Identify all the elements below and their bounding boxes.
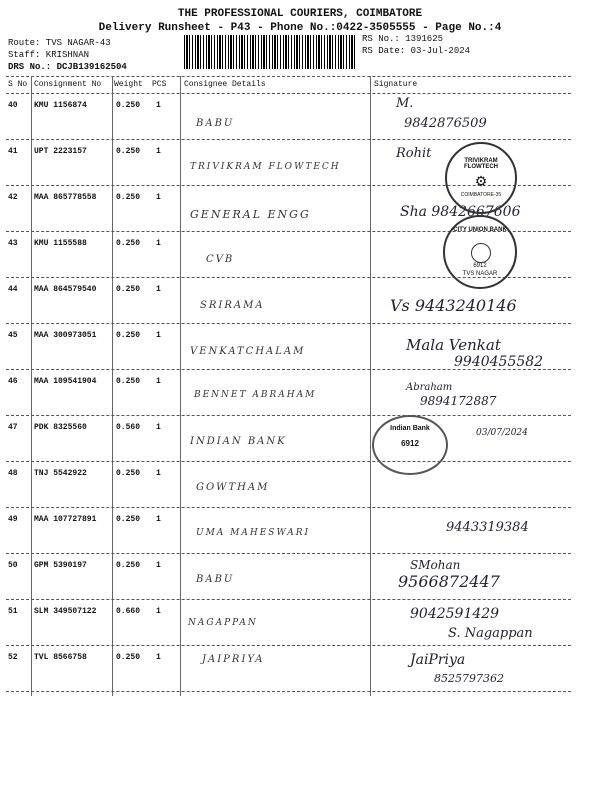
row-consignee: SRIRAMA — [200, 300, 265, 311]
row-consignment: MAA 107727891 — [34, 515, 97, 524]
page-title: THE PROFESSIONAL COURIERS, COIMBATORE — [177, 8, 423, 20]
runsheet-subtitle: Delivery Runsheet - P43 - Phone No.:0422-3505555 - Page No.:4 — [98, 22, 502, 34]
row-consignment: MAA 109541904 — [34, 377, 97, 386]
row-signature: Rohit — [396, 146, 432, 161]
barcode — [184, 35, 356, 69]
row-weight: 0.250 — [116, 147, 141, 156]
header-bottom-rule — [6, 93, 571, 94]
col-header-weight: Weight — [114, 80, 143, 89]
row-consignee: NAGAPPAN — [188, 618, 258, 628]
row-signature-phone: Vs 9443240146 — [390, 296, 517, 315]
row-signature: S. Nagappan — [448, 626, 533, 641]
row-consignment: MAA 864579540 — [34, 285, 97, 294]
row-signature-phone: 8525797362 — [434, 672, 504, 685]
row-sno: 43 — [8, 239, 18, 248]
row-signature: M. — [396, 96, 414, 111]
row-sno: 51 — [8, 607, 18, 616]
row-weight: 0.250 — [116, 377, 141, 386]
row-consignee: TRIVIKRAM FLOWTECH — [190, 162, 341, 172]
row-sno: 42 — [8, 193, 18, 202]
bank-seal-stamp — [443, 215, 517, 289]
row-consignee: VENKATCHALAM — [190, 346, 306, 357]
row-consignee: INDIAN BANK — [190, 436, 287, 447]
row-pcs: 1 — [156, 607, 161, 616]
col-header-consignee: Consignee Details — [184, 80, 266, 89]
row-weight: 0.250 — [116, 239, 141, 248]
row-consignee: CVB — [206, 254, 235, 265]
row-consignment: GPM 5390197 — [34, 561, 87, 570]
row-signature: SMohan — [410, 558, 461, 572]
row-pcs: 1 — [156, 377, 161, 386]
stamp-text: TRIVIKRAM FLOWTECH — [464, 158, 498, 170]
row-divider — [6, 461, 571, 462]
row-sno: 49 — [8, 515, 18, 524]
row-sno: 44 — [8, 285, 18, 294]
row-consignment: UPT 2223157 — [34, 147, 87, 156]
stamp-text: CITY UNION BANK — [453, 227, 507, 233]
row-signature-date: 03/07/2024 — [476, 428, 528, 438]
row-pcs: 1 — [156, 193, 161, 202]
stamp-emblem-icon — [471, 243, 491, 263]
rs-date: RS Date: 03-Jul-2024 — [362, 46, 471, 56]
row-signature: Mala Venkat — [406, 336, 501, 354]
row-weight: 0.250 — [116, 331, 141, 340]
row-signature-phone: 9042591429 — [410, 606, 500, 622]
row-weight: 0.250 — [116, 101, 141, 110]
row-weight: 0.250 — [116, 561, 141, 570]
indian-bank-stamp — [372, 415, 448, 475]
row-sno: 46 — [8, 377, 18, 386]
row-pcs: 1 — [156, 331, 161, 340]
row-signature-phone: 9566872447 — [398, 572, 500, 591]
row-pcs: 1 — [156, 239, 161, 248]
row-weight: 0.250 — [116, 285, 141, 294]
route-label: Route: TVS NAGAR-43 — [8, 38, 111, 48]
row-signature-phone: 9842876509 — [404, 116, 487, 131]
col-header-signature: Signature — [374, 80, 418, 89]
col-header-consignment: Consignment No — [34, 80, 102, 89]
row-divider — [6, 691, 571, 692]
col-divider — [370, 76, 371, 696]
row-consignee: GOWTHAM — [196, 482, 270, 493]
row-divider — [6, 323, 571, 324]
row-consignee: BENNET ABRAHAM — [194, 390, 317, 400]
company-seal-stamp — [445, 142, 517, 214]
col-divider — [112, 76, 113, 696]
row-consignee: BABU — [196, 574, 235, 585]
col-divider — [180, 76, 181, 696]
stamp-emblem-icon: ⚙ — [474, 175, 488, 190]
row-consignment: TNJ 5542922 — [34, 469, 87, 478]
row-sno: 50 — [8, 561, 18, 570]
row-weight: 0.250 — [116, 193, 141, 202]
drs-number: DRS No.: DCJB139162504 — [8, 62, 127, 72]
row-pcs: 1 — [156, 469, 161, 478]
row-pcs: 1 — [156, 653, 161, 662]
rs-number: RS No.: 1391625 — [362, 34, 444, 44]
row-consignee: JAIPRIYA — [202, 654, 265, 665]
row-consignment: SLM 349507122 — [34, 607, 97, 616]
row-pcs: 1 — [156, 101, 161, 110]
row-pcs: 1 — [156, 423, 161, 432]
row-sno: 52 — [8, 653, 18, 662]
row-consignee: BABU — [196, 118, 235, 129]
row-consignment: KMU 1156874 — [34, 101, 87, 110]
row-signature: JaiPriya — [410, 652, 466, 668]
stamp-text: 6912 — [401, 439, 419, 448]
row-divider — [6, 139, 571, 140]
row-weight: 0.250 — [116, 469, 141, 478]
stamp-text: TVS NAGAR — [462, 271, 498, 277]
row-signature-phone: 9940455582 — [454, 354, 544, 370]
row-pcs: 1 — [156, 515, 161, 524]
row-consignment: MAA 300973051 — [34, 331, 97, 340]
col-header-pcs: PCS — [152, 80, 167, 89]
row-weight: 0.250 — [116, 515, 141, 524]
row-divider — [6, 599, 571, 600]
row-pcs: 1 — [156, 285, 161, 294]
row-consignment: KMU 1155588 — [34, 239, 87, 248]
row-signature-phone: Sha 9842667606 — [400, 204, 521, 220]
table-top-rule — [6, 76, 571, 77]
row-sno: 41 — [8, 147, 18, 156]
row-divider — [6, 507, 571, 508]
row-pcs: 1 — [156, 147, 161, 156]
row-divider — [6, 645, 571, 646]
row-consignment: TVL 8566758 — [34, 653, 87, 662]
row-weight: 0.250 — [116, 653, 141, 662]
row-sno: 40 — [8, 101, 18, 110]
stamp-text: COIMBATORE-35 — [460, 192, 502, 198]
row-divider — [6, 553, 571, 554]
row-sno: 45 — [8, 331, 18, 340]
row-consignee: GENERAL ENGG — [190, 208, 311, 221]
stamp-text: 6912 — [473, 263, 487, 269]
row-consignment: MAA 865778558 — [34, 193, 97, 202]
row-signature: Abraham — [406, 382, 453, 393]
row-weight: 0.560 — [116, 423, 141, 432]
row-divider — [6, 415, 571, 416]
row-weight: 0.660 — [116, 607, 141, 616]
row-signature-phone: 9443319384 — [446, 520, 529, 535]
row-sno: 48 — [8, 469, 18, 478]
row-consignment: PDK 8325560 — [34, 423, 87, 432]
row-divider — [6, 369, 571, 370]
row-consignee: UMA MAHESWARI — [196, 528, 311, 538]
col-header-sno: S No — [8, 80, 28, 89]
row-sno: 47 — [8, 423, 18, 432]
col-divider — [31, 76, 32, 696]
row-pcs: 1 — [156, 561, 161, 570]
staff-label: Staff: KRISHNAN — [8, 50, 90, 60]
stamp-text: Indian Bank — [390, 425, 430, 432]
row-signature-phone: 9894172887 — [420, 394, 497, 408]
